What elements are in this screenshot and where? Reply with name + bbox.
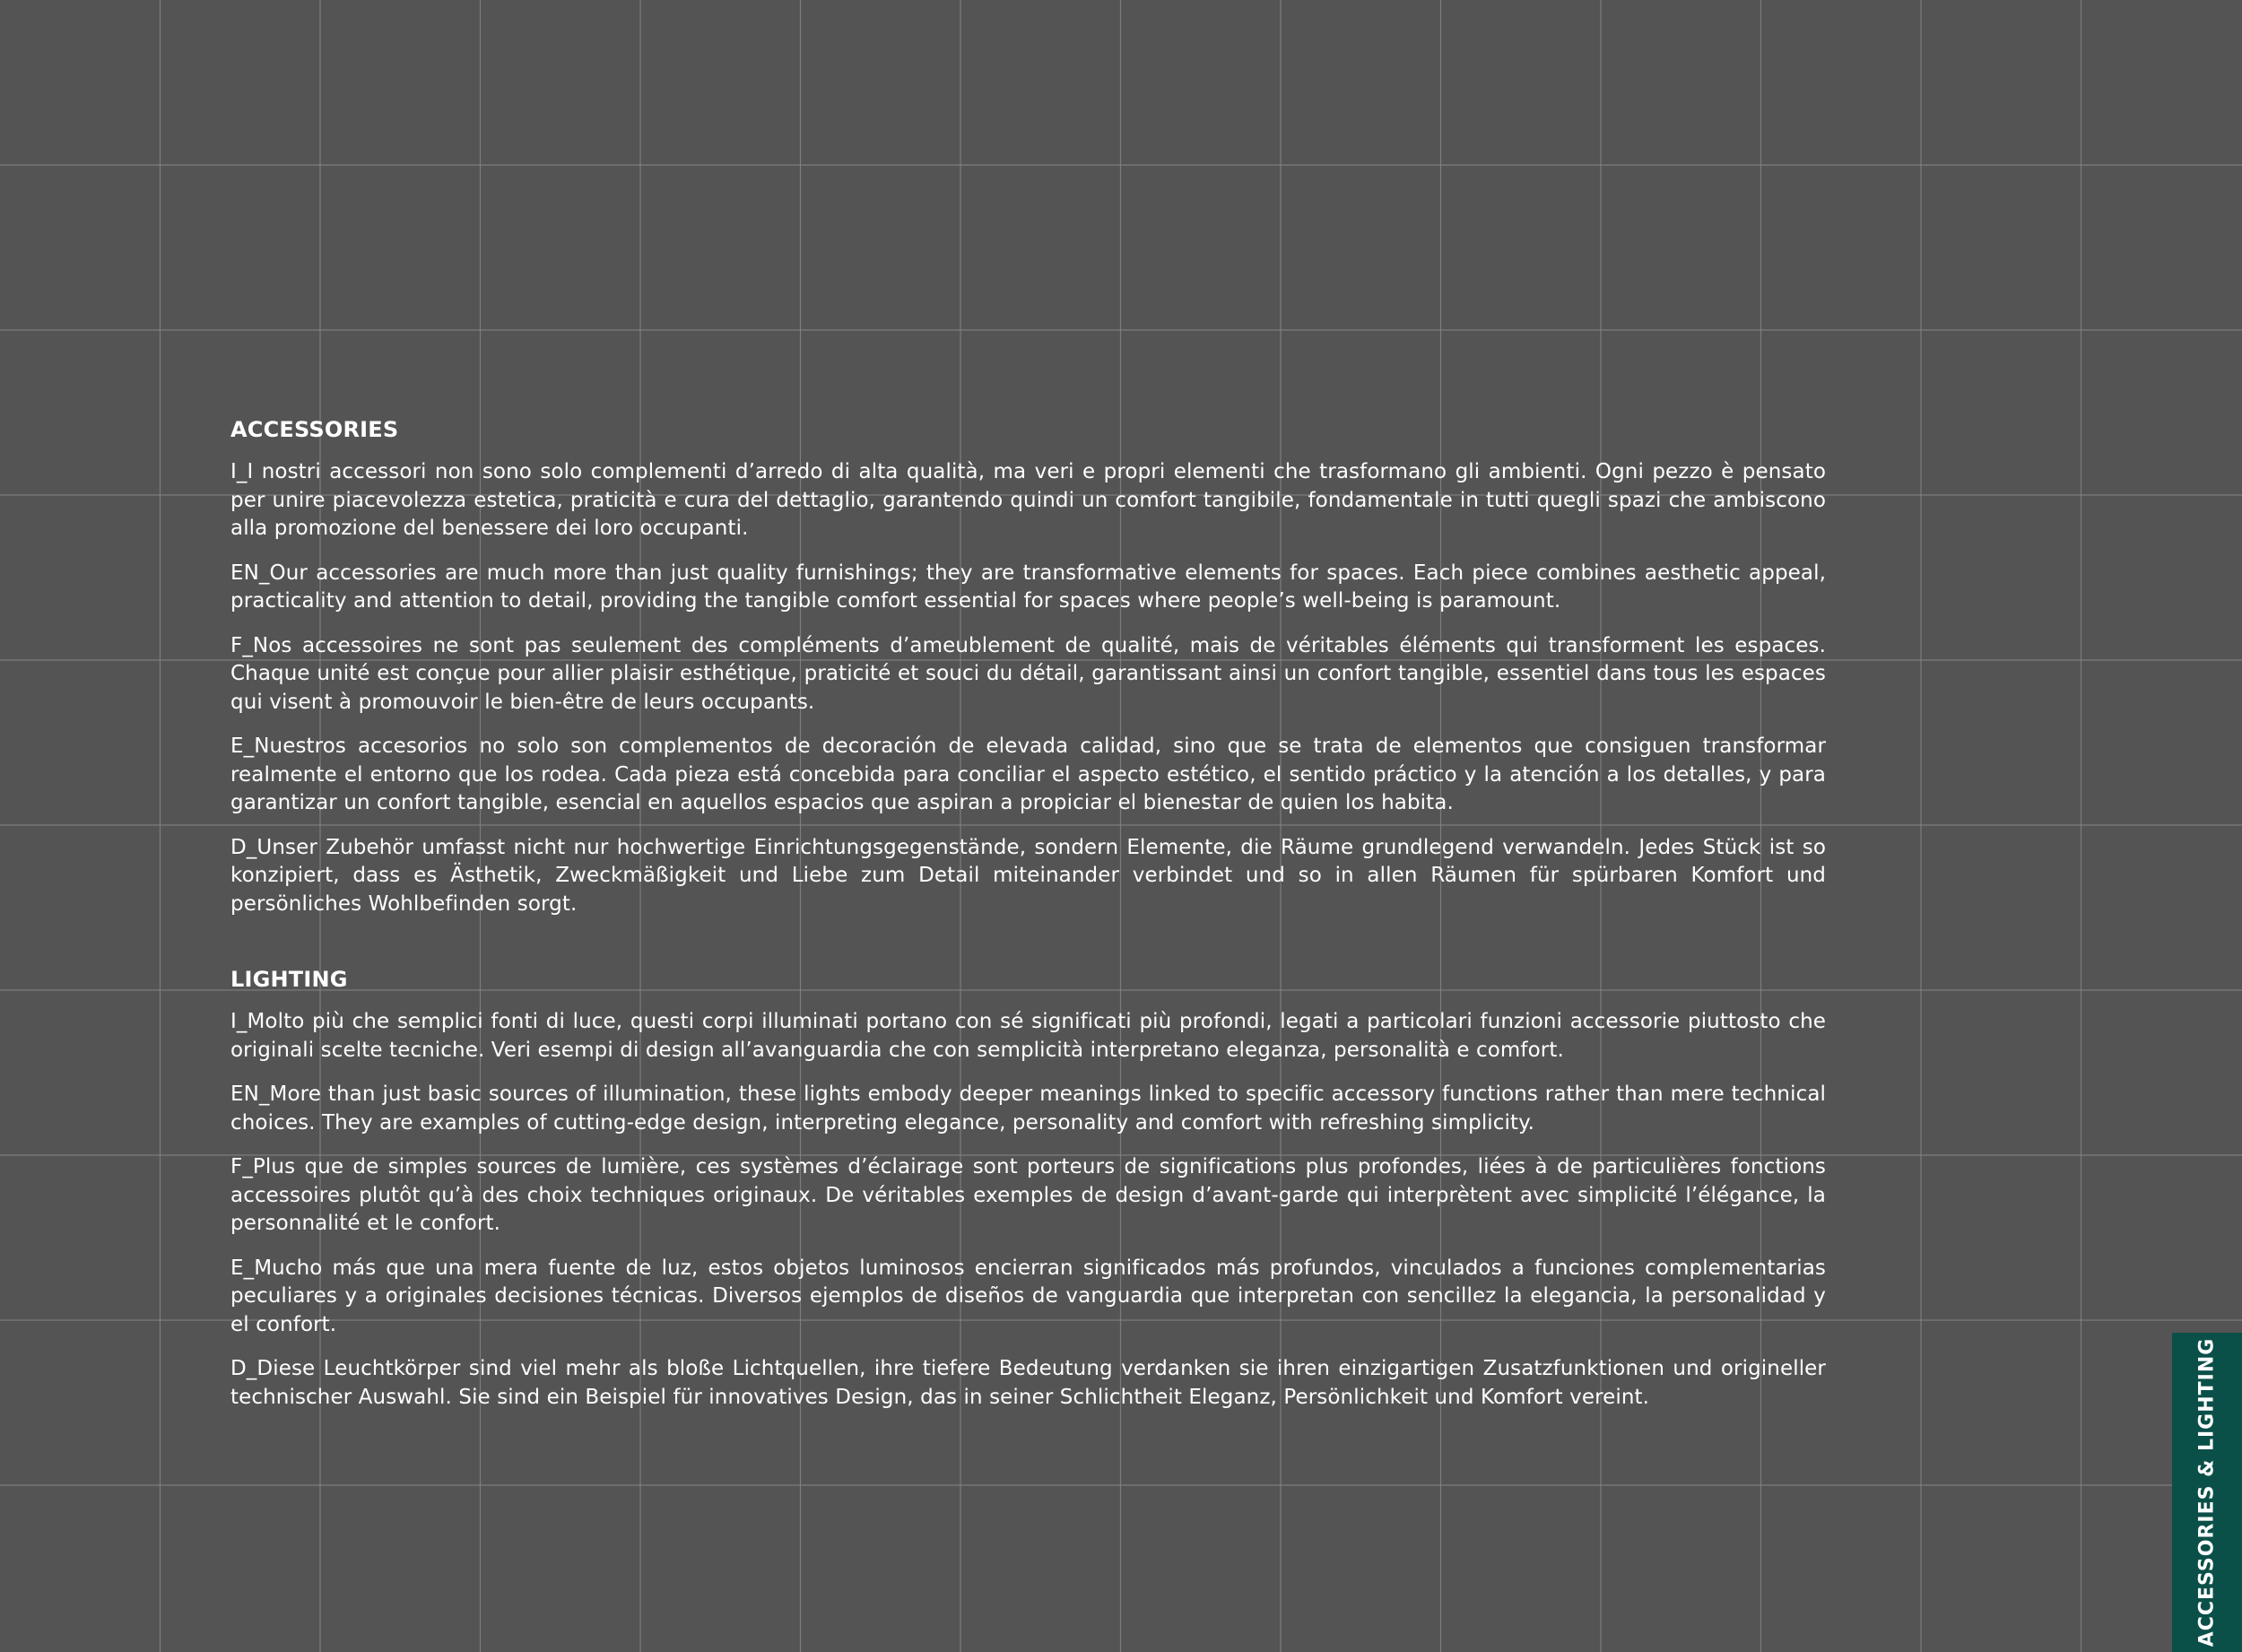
- accessories-text-french: F_Nos accessoires ne sont pas seulement des compléments d’ameublement de qualité, mais de véritables éléments qui transforment les espaces. Chaque unité est conçue pour allier plaisir esthétique, praticité et souci du détail, garantissant ainsi un confort tangible, essentiel dans tous les espaces qui visent à promouvoir le bien-être de leurs occupants.: [230, 633, 1826, 714]
- lighting-section: [230, 965, 1826, 1412]
- lighting-text-spanish: E_Mucho más que una mera fuente de luz, estos objetos luminosos encierran significados más profundos, vinculados a funciones complementarias peculiares y a originales decisiones técnicas. Diversos ejemplos de diseños de vanguardia que interpretan con sencillez la elegancia, la personalidad y el confort.: [230, 1256, 1826, 1336]
- accessories-text-english: EN_Our accessories are much more than just quality furnishings; they are transformative elements for spaces. Each piece combines aesthetic appeal, practicality and attention to detail, providing the tangible comfort essential for spaces where people’s well-being is paramount.: [230, 561, 1826, 613]
- accessories-text-spanish: E_Nuestros accesorios no solo son complementos de decoración de elevada calidad, sino que se trata de elementos que consiguen transformar realmente el entorno que los rodea. Cada pieza está concebida para conciliar el aspecto estético, el sentido práctico y la atención a los detalles, y para garantizar un confort tangible, esencial en aquellos espacios que aspiran a propiciar el bienestar de quien los habita.: [230, 735, 1826, 814]
- accessories-section: [230, 415, 1826, 918]
- section-side-tab: [2172, 1333, 2242, 1652]
- accessories-text-italian: I_I nostri accessori non sono solo complementi d’arredo di alta qualità, ma veri e propri elementi che trasformano gli ambienti. Ogni pezzo è pensato per unire piacevolezza estetica, praticità e cura del dettaglio, garantendo quindi un comfort tangibile, fondamentale in tutti quegli spazi che ambiscono alla promozione del benessere dei loro occupanti.: [230, 460, 1826, 540]
- main-content: [230, 415, 1826, 1428]
- side-tab-label: ACCESSORIES & LIGHTING: [2195, 1337, 2219, 1648]
- accessories-heading: ACCESSORIES: [230, 417, 399, 442]
- lighting-text-french: F_Plus que de simples sources de lumière, ces systèmes d’éclairage sont porteurs de significations plus profondes, liées à de particulières fonctions accessoires plutôt qu’à des choix techniques originaux. De véritables exemples de design d’avant-garde qui interprètent avec simplicité l’élégance, la personnalité et le confort.: [230, 1155, 1826, 1235]
- lighting-text-german: D_Diese Leuchtkörper sind viel mehr als bloße Lichtquellen, ihre tiefere Bedeutung verdanken sie ihren einzigartigen Zusatzfunktionen und origineller technischer Auswahl. Sie sind ein Beispiel für innovatives Design, das in seiner Schlichtheit Eleganz, Persönlichkeit und Komfort vereint.: [230, 1357, 1826, 1409]
- accessories-text-german: D_Unser Zubehör umfasst nicht nur hochwertige Einrichtungsgegenstände, sondern Elemente, die Räume grundlegend verwandeln. Jedes Stück ist so konzipiert, dass es Ästhetik, Zweckmäßigkeit und Liebe zum Detail miteinander verbindet und so in allen Räumen für spürbaren Komfort und persönliches Wohlbefinden sorgt.: [230, 835, 1826, 916]
- lighting-text-english: EN_More than just basic sources of illumination, these lights embody deeper meanings linked to specific accessory functions rather than mere technical choices. They are examples of cutting-edge design, interpreting elegance, personality and comfort with refreshing simplicity.: [230, 1082, 1826, 1135]
- lighting-heading: LIGHTING: [230, 967, 348, 992]
- lighting-text-italian: I_Molto più che semplici fonti di luce, questi corpi illuminati portano con sé significati più profondi, legati a particolari funzioni accessorie piuttosto che originali scelte tecniche. Veri esempi di design all’avanguardia che con semplicità interpretano eleganza, personalità e comfort.: [230, 1010, 1826, 1062]
